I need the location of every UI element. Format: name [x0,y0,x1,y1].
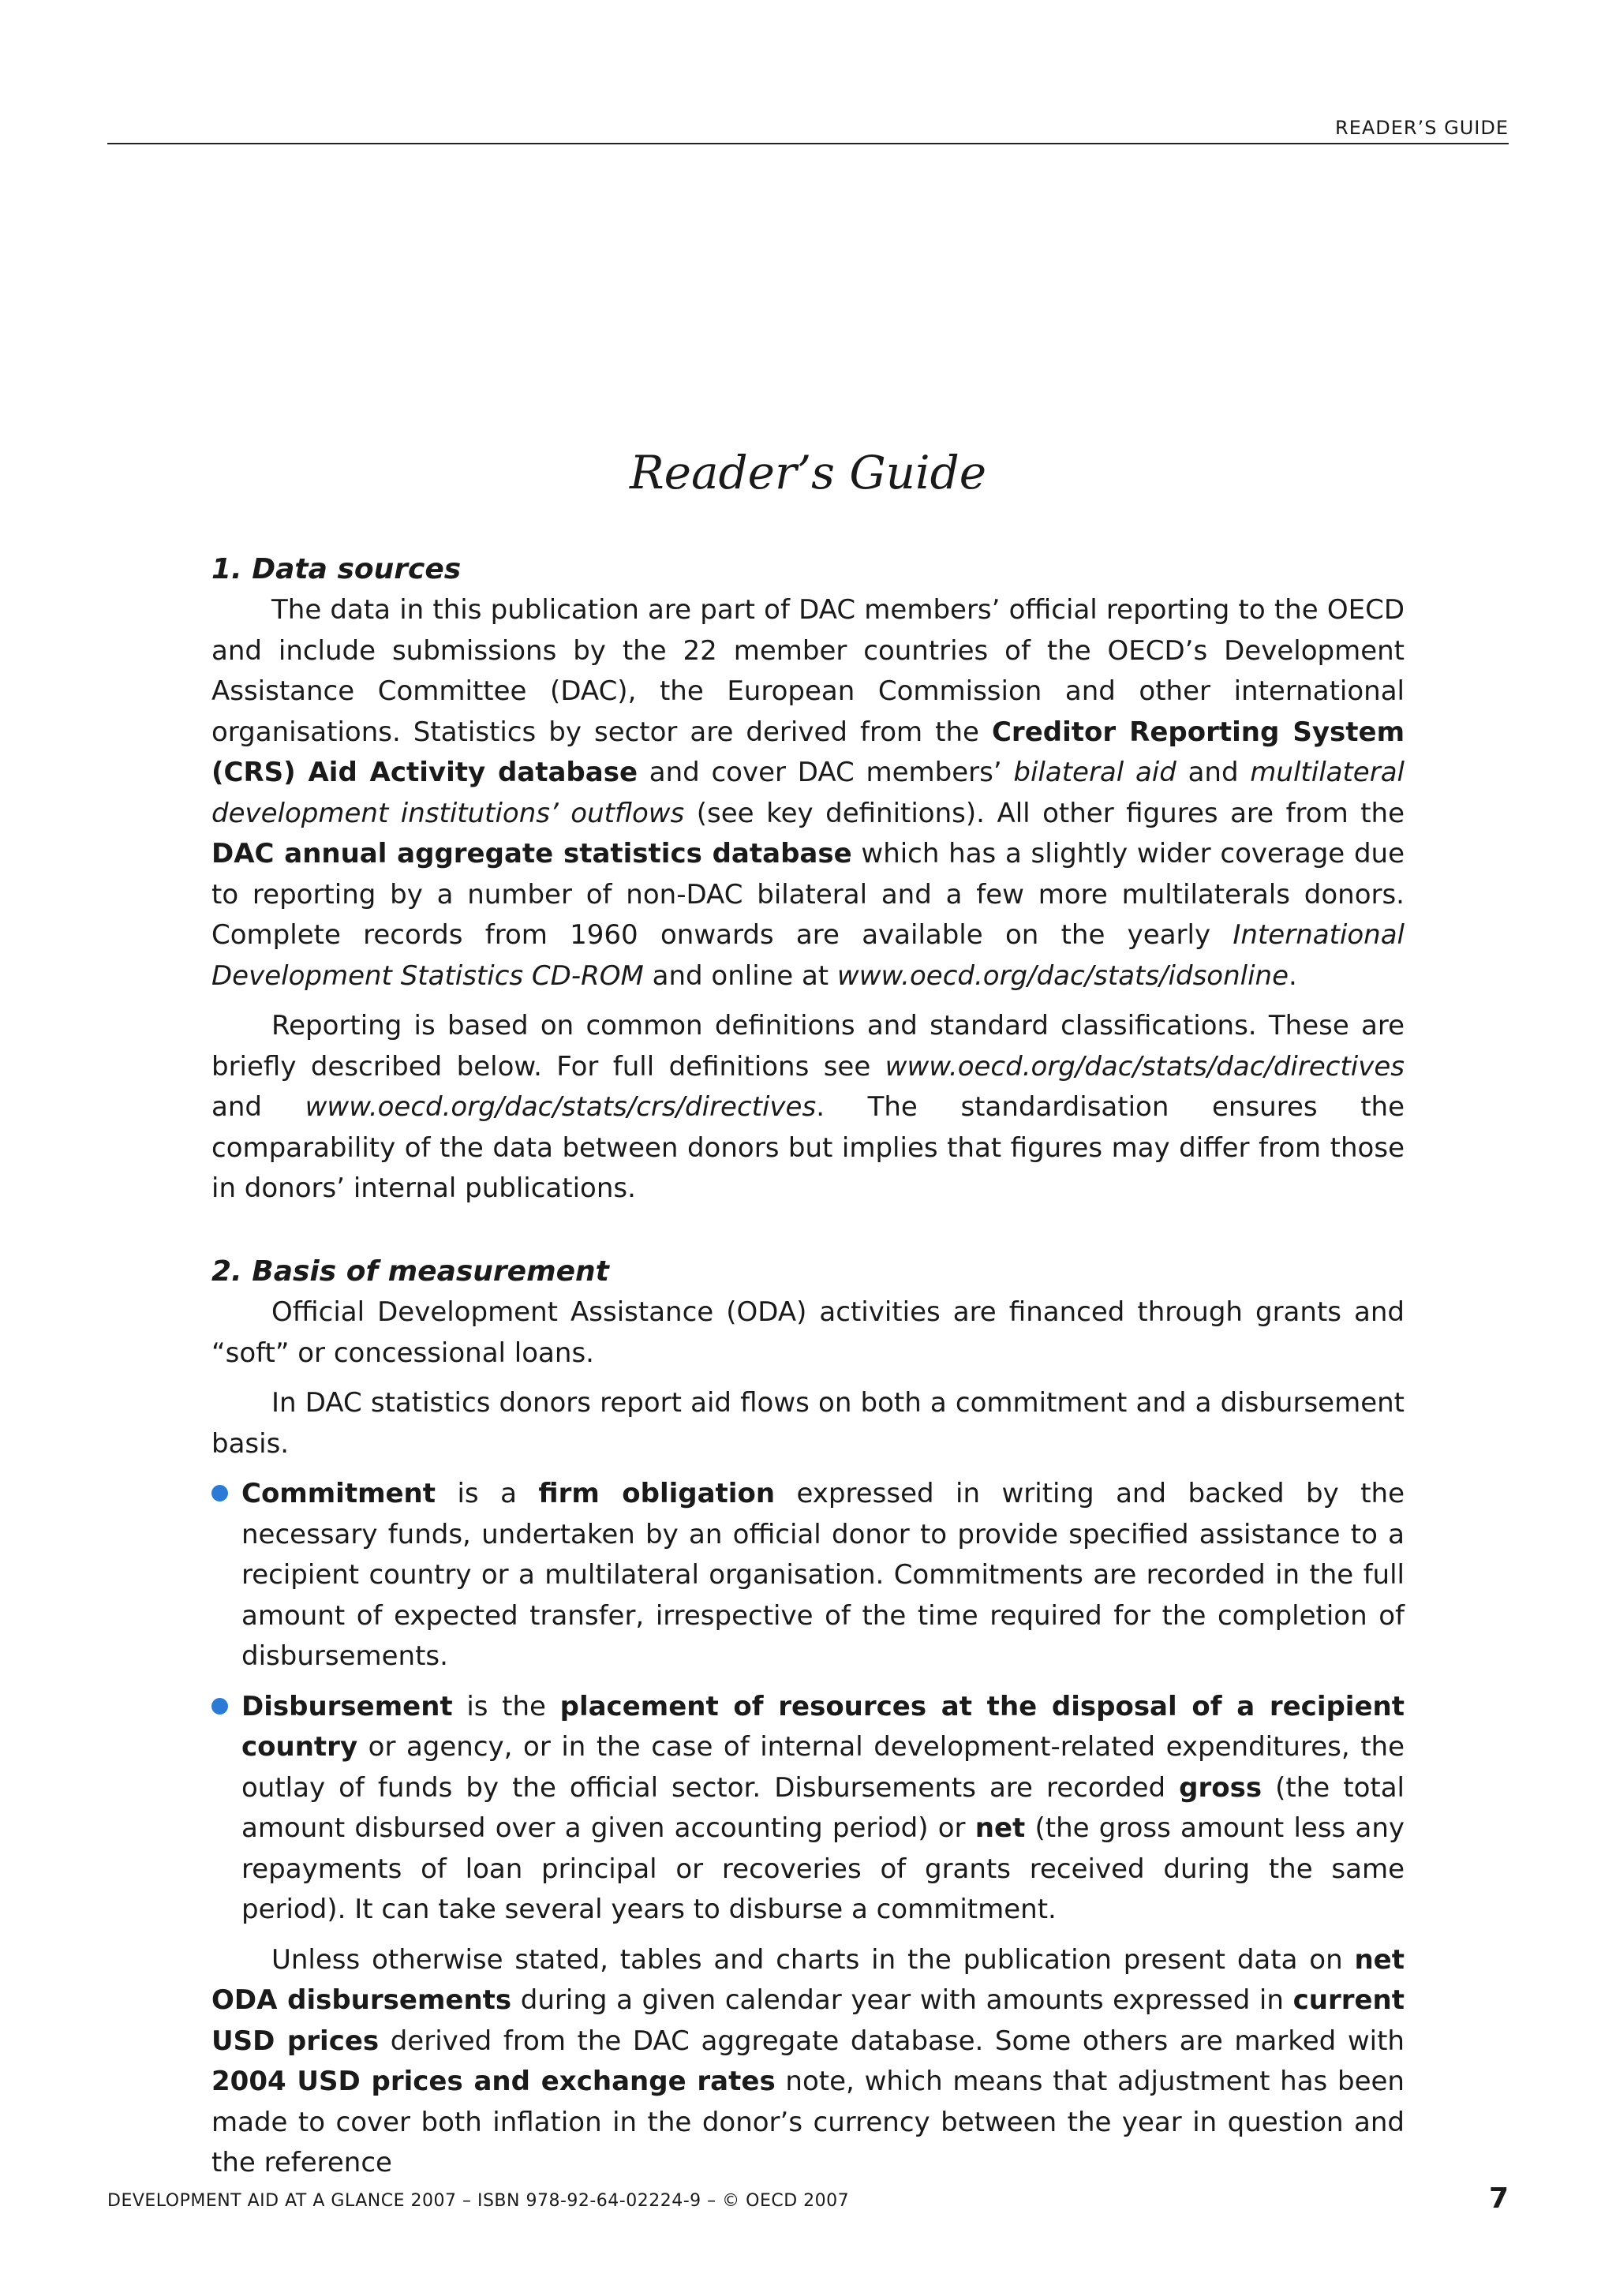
text-run: . The standardisation ensures the comparability of the data between donors but implies that figures may differ from those in donors’ internal publications. [211,1091,1405,1204]
text-run: and [211,1091,305,1123]
paragraph [211,1940,1405,2184]
text-run: which has a slightly wider coverage due to reporting by a number of non-DAC bilateral and a few more multilaterals donors. Complete records from 1960 onwards are available on the yearly [211,838,1405,951]
text-run: Reporting is based on common definitions and standard classifications. These are briefly described below. For full definitions see [211,1010,1405,1083]
italic-term: www.oecd.org/dac/stats/idsonline [836,959,1289,992]
page-title: Reader’s Guide [629,446,987,499]
text-run: and [1176,757,1251,788]
text-run: . [1289,959,1297,992]
paragraph [211,1383,1405,1464]
text-run: (the gross amount less any repayments of loan principal or recoveries of grants received during the same period). It can take several years to disburse a commitment. [241,1812,1405,1925]
header-rule [107,143,1509,144]
bold-term: net [974,1812,1026,1844]
text-run: expressed in writing and backed by the necessary funds, undertaken by an official donor to provide specified assistance to a recipient country or a multilateral organisation. Commitments are recorded in the full amount of expected transfer, irrespective of the time required for the completion of disbursements. [241,1478,1405,1672]
bold-term: DAC annual aggregate statistics database [211,838,852,869]
list-item [211,1687,1405,1931]
footer-citation: DEVELOPMENT AID AT A GLANCE 2007 – ISBN 978-92-64-02224-9 – © OECD 2007 [107,2191,850,2211]
section-basis-of-measurement [211,1251,1405,2184]
text-run: (the total amount disbursed over a given accounting period) or [241,1771,1405,1844]
list-item-text [241,1691,1405,1926]
text-run: during a given calendar year with amounts expressed in [511,1984,1293,2016]
running-header: READER’S GUIDE [1335,117,1509,139]
text-run: derived from the DAC aggregate database. Some others are marked with [379,2025,1405,2057]
section-data-sources [211,549,1405,1210]
text-run: is a [436,1478,539,1509]
italic-term: www.oecd.org/dac/stats/dac/directives [885,1050,1405,1083]
text-run: note, which means that adjustment has been made to cover both inflation in the donor’s currency between the year in question and the reference [211,2066,1405,2178]
paragraph [211,590,1405,997]
bold-term: net ODA disbursements [211,1943,1405,2016]
bold-term: Creditor Reporting System (CRS) Aid Activity database [211,716,1405,788]
bold-term: Disbursement [241,1690,453,1722]
bold-term: 2004 USD prices and exchange rates [211,2066,776,2097]
definition-list [211,1474,1405,1931]
text-run: is the [452,1690,560,1722]
paragraph [211,1292,1405,1374]
bold-term: current USD prices [211,1984,1405,2057]
text-run: and cover DAC members’ [638,757,1014,788]
section-heading: 1. Data sources [211,553,462,585]
list-item [211,1474,1405,1677]
bold-term: Commitment [241,1478,436,1509]
bullet-dot-icon [211,1698,228,1715]
text-run: (see key definitions). All other figures are from the [684,797,1405,829]
text-run: The data in this publication are part of DAC members’ official reporting to the OECD and include submissions by the 22 member countries of the OECD’s Development Assistance Committee (DAC), the European Commission and other international organisations. Statistics by sector are derived from the [211,594,1405,748]
bold-term: firm obligation [538,1478,776,1509]
list-item-text [241,1478,1405,1672]
text-run: Official Development Assistance (ODA) activities are financed through grants and “soft” or concessional loans. [211,1296,1405,1369]
text-run: or agency, or in the case of internal development-related expenditures, the outlay of funds by the official sector. Disbursements are recorded [241,1731,1405,1804]
italic-term: multilateral development institutions’ outflows [211,757,1405,829]
bold-term: placement of resources at the disposal of a recipient country [241,1690,1405,1763]
page-number: 7 [1488,2182,1509,2215]
bold-term: gross [1179,1771,1262,1804]
text-run: and online at [643,959,837,992]
text-run: Unless otherwise stated, tables and charts in the publication present data on [271,1943,1355,1976]
italic-term: www.oecd.org/dac/stats/crs/directives [305,1091,817,1123]
italic-term: bilateral aid [1013,757,1176,788]
bullet-dot-icon [211,1485,228,1501]
section-heading: 2. Basis of measurement [211,1255,609,1288]
italic-term: International Development Statistics CD-ROM [211,919,1405,992]
paragraph [211,1006,1405,1210]
text-run: In DAC statistics donors report aid flows on both a commitment and a disbursement basis. [211,1387,1405,1460]
